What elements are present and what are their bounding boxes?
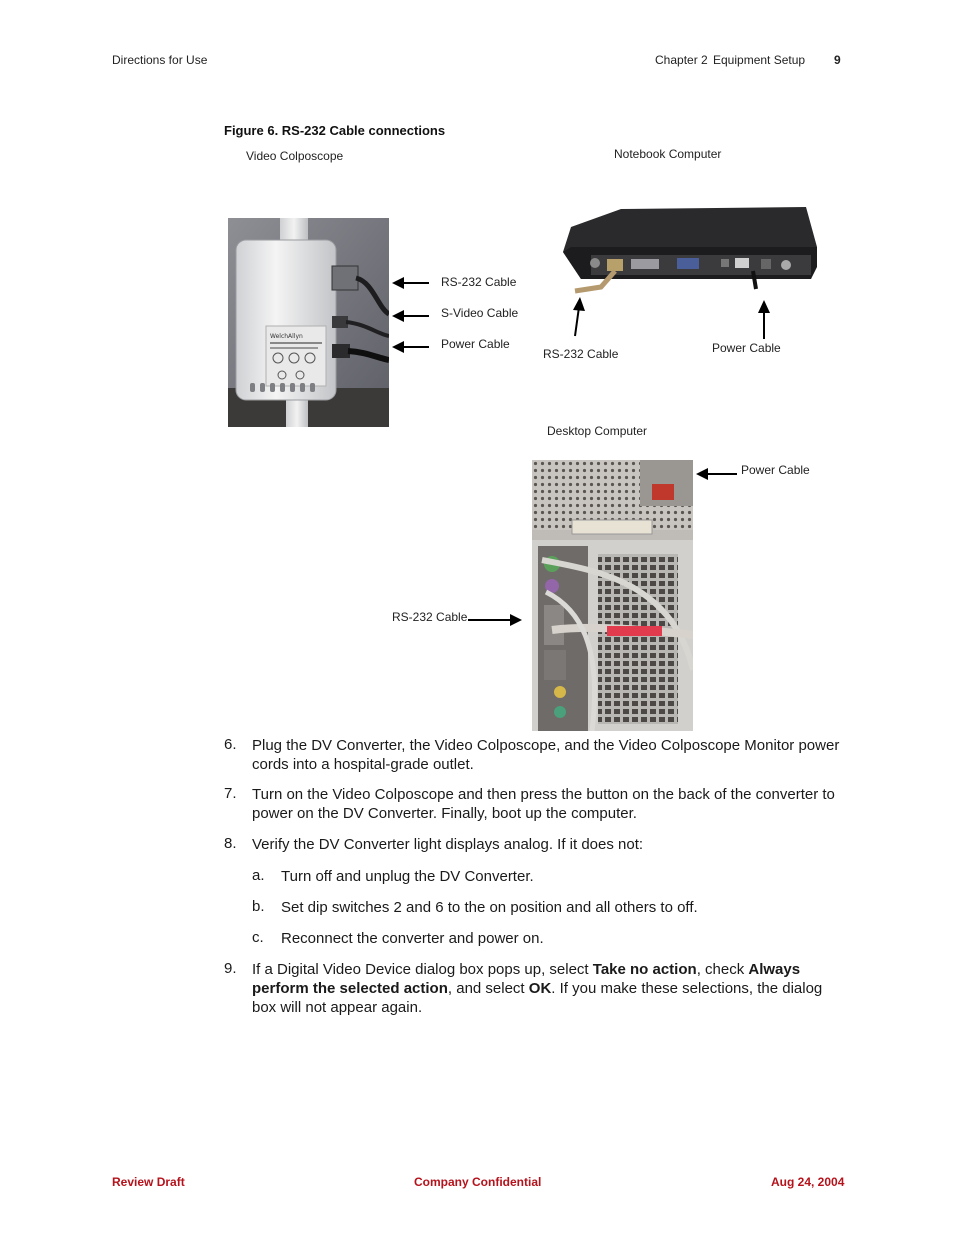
- desktop-power-arrow: [696, 467, 738, 481]
- desktop-rs232-arrow: [468, 613, 522, 627]
- colposcope-svideo-arrow: [392, 309, 430, 323]
- step-8a-text: Turn off and unplug the DV Converter.: [281, 868, 534, 885]
- step-8c-letter: c.: [252, 929, 264, 946]
- step-9-ok: OK: [528, 980, 552, 997]
- step-7-text: Turn on the Video Colposcope and then press the button on the back of the converter to power on the DV Converter. Finally, boot up the computer.: [252, 786, 835, 822]
- step-8b-text: Set dip switches 2 and 6 to the on position and all others to off.: [281, 899, 698, 916]
- desktop-label-rs232: RS-232 Cable: [392, 610, 468, 624]
- step-9-text-part-4: . If you make these selections, the dialog box will not appear again.: [252, 980, 823, 1016]
- footer-date: Aug 24, 2004: [771, 1175, 845, 1189]
- notebook-rs232-arrow: [569, 297, 585, 337]
- step-8-number: 8.: [224, 835, 237, 852]
- step-9-text-part-3: , and select: [447, 980, 529, 997]
- desktop-label-power: Power Cable: [741, 463, 810, 477]
- step-6-number: 6.: [224, 736, 237, 753]
- colposcope-label-rs232: RS-232 Cable: [441, 275, 517, 289]
- step-9-text-part-1: If a Digital Video Device dialog box pops up, select: [252, 961, 593, 978]
- footer-confidential: Company Confidential: [414, 1175, 542, 1189]
- colposcope-brand-text: WelchAllyn: [270, 333, 303, 340]
- colposcope-power-arrow: [392, 340, 430, 354]
- notebook-label-rs232: RS-232 Cable: [543, 347, 619, 361]
- footer-review-draft: Review Draft: [112, 1175, 185, 1189]
- step-8b-letter: b.: [252, 898, 265, 915]
- notebook-photo: [561, 207, 821, 295]
- colposcope-rs232-arrow: [392, 276, 430, 290]
- notebook-heading: Notebook Computer: [614, 147, 722, 161]
- colposcope-heading: Video Colposcope: [246, 149, 344, 163]
- step-9-text: [252, 960, 844, 1017]
- colposcope-label-power: Power Cable: [441, 337, 510, 351]
- step-8c-text: Reconnect the converter and power on.: [281, 930, 544, 947]
- step-6-text: Plug the DV Converter, the Video Colposcope, and the Video Colposcope Monitor power cords into a hospital-grade outlet.: [252, 737, 840, 773]
- step-9-take-no-action: Take no action: [592, 961, 697, 978]
- header-section: Equipment Setup: [713, 53, 806, 67]
- page-number: 9: [834, 53, 841, 67]
- notebook-illustration: [561, 207, 821, 295]
- header-chapter: Chapter 2: [655, 53, 708, 67]
- desktop-heading: Desktop Computer: [547, 424, 648, 438]
- desktop-photo: [532, 460, 693, 731]
- figure-title: Figure 6. RS-232 Cable connections: [224, 123, 446, 138]
- notebook-power-arrow: [757, 300, 771, 340]
- notebook-label-power: Power Cable: [712, 341, 781, 355]
- colposcope-label-svideo: S-Video Cable: [441, 306, 519, 320]
- step-8a-letter: a.: [252, 867, 265, 884]
- step-9-text-part-2: , check: [696, 961, 749, 978]
- step-8-text: Verify the DV Converter light displays analog. If it does not:: [252, 836, 644, 853]
- colposcope-photo: [228, 218, 389, 427]
- header-doc-title: Directions for Use: [112, 53, 208, 67]
- step-9-always-perform: Always perform the selected action: [252, 961, 801, 997]
- step-7-number: 7.: [224, 785, 237, 802]
- step-9-number: 9.: [224, 960, 237, 977]
- desktop-illustration: [532, 460, 693, 731]
- colposcope-illustration: [228, 218, 389, 427]
